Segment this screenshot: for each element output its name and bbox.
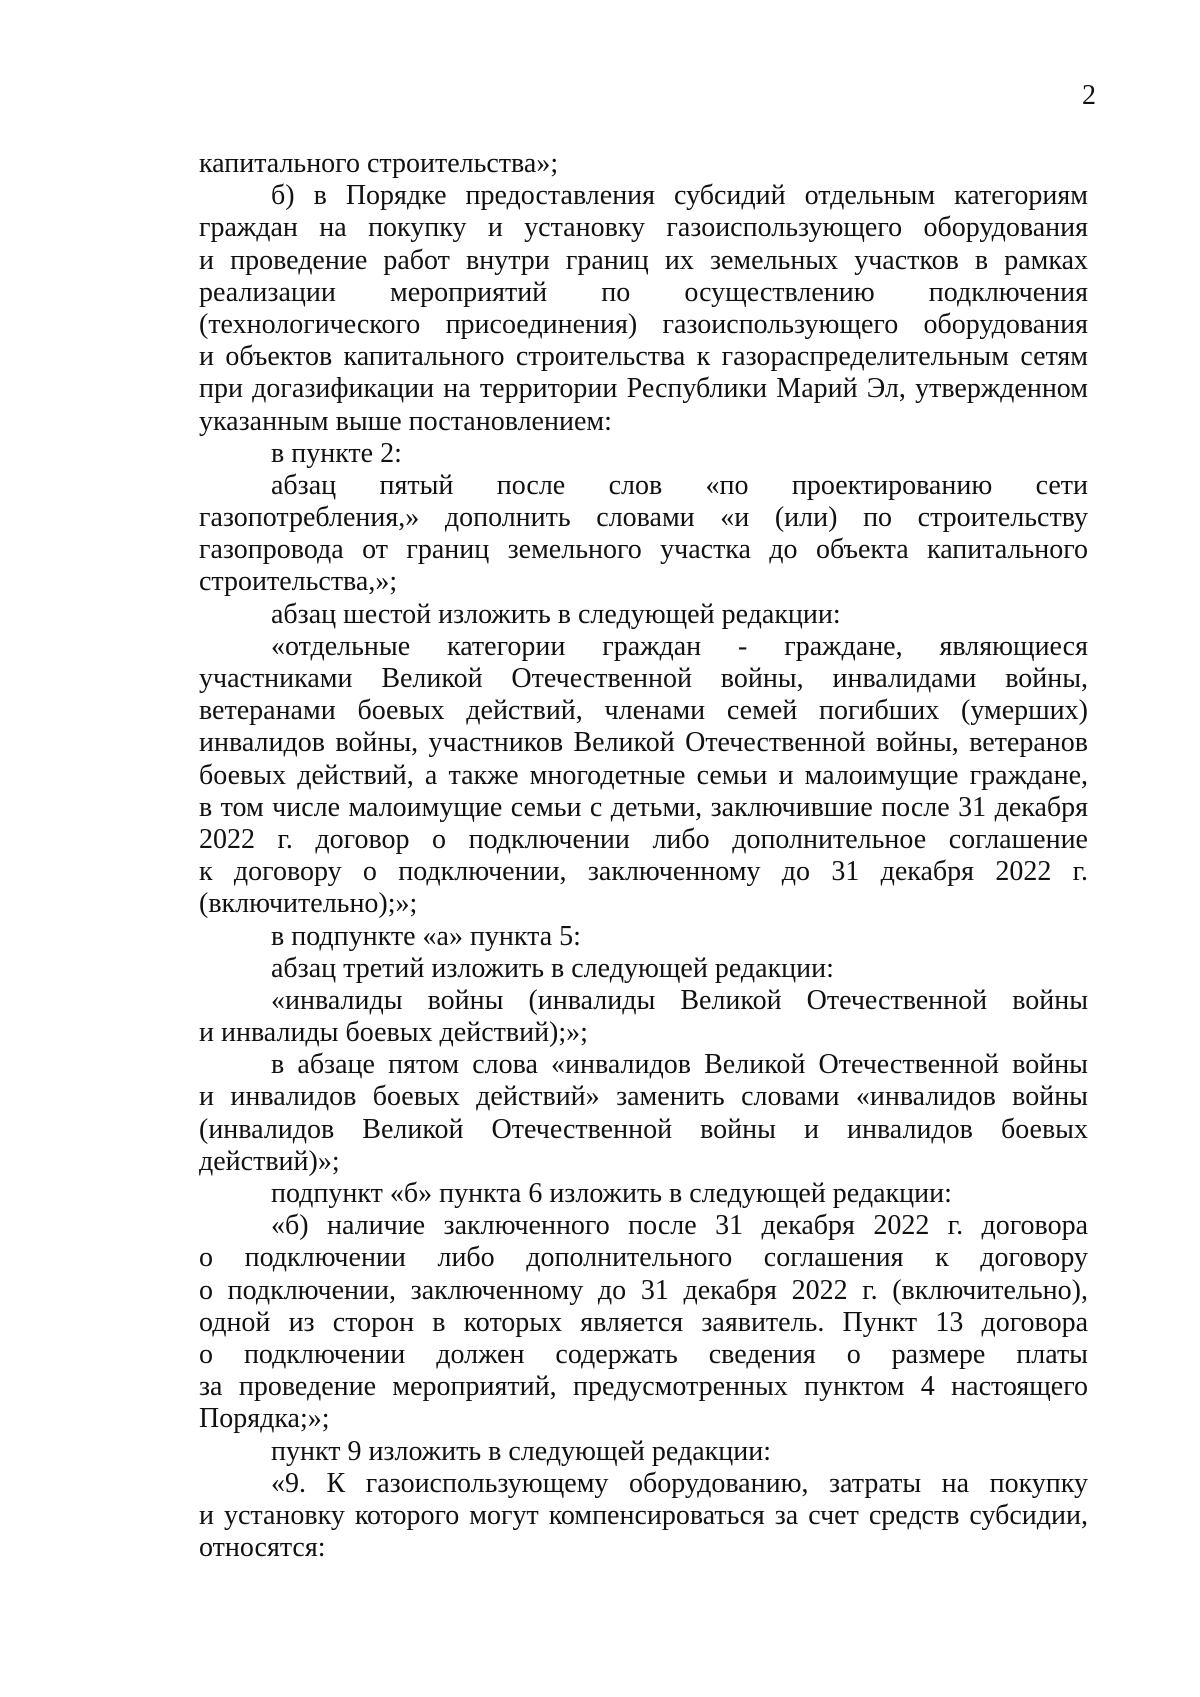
text-line: «отдельные категории граждан - граждане, являющиеся bbox=[271, 630, 1088, 662]
text-line: капитального строительства»; bbox=[199, 148, 559, 179]
text-line: при догазификации на территории Республики Марий Эл, утвержденном bbox=[199, 373, 1088, 405]
text-line: 2022 г. договор о подключении либо дополнительное соглашение bbox=[199, 823, 1088, 855]
text-line: подпункт «б» пункта 6 изложить в следующей редакции: bbox=[271, 1178, 952, 1209]
text-line: за проведение мероприятий, предусмотренных пунктом 4 настоящего bbox=[199, 1371, 1088, 1403]
text-line: одной из сторон в которых является заявитель. Пункт 13 договора bbox=[199, 1306, 1088, 1338]
text-line: и инвалидов боевых действий» заменить словами «инвалидов войны bbox=[199, 1081, 1088, 1113]
text-line: (включительно);»; bbox=[199, 888, 418, 920]
text-line: абзац шестой изложить в следующей редакции: bbox=[271, 598, 841, 630]
text-line: действий)»; bbox=[199, 1145, 340, 1177]
text-line: участниками Великой Отечественной войны, инвалидами войны, bbox=[199, 663, 1088, 694]
text-line: и проведение работ внутри границ их земельных участков в рамках bbox=[199, 244, 1088, 276]
text-line: инвалидов войны, участников Великой Отечественной войны, ветеранов bbox=[199, 727, 1088, 759]
document-body bbox=[199, 148, 1088, 1564]
text-line: и установку которого могут компенсироваться за счет средств субсидии, bbox=[199, 1499, 1088, 1531]
text-line: в том числе малоимущие семьи с детьми, заключившие после 31 декабря bbox=[199, 791, 1088, 823]
text-line: пункт 9 изложить в следующей редакции: bbox=[271, 1435, 771, 1467]
text-line: о подключении должен содержать сведения о размере платы bbox=[199, 1338, 1088, 1370]
text-line: «9. К газоиспользующему оборудованию, затраты на покупку bbox=[271, 1467, 1088, 1499]
text-line: Порядка;»; bbox=[199, 1403, 330, 1435]
text-line: и объектов капитального строительства к газораспределительным сетям bbox=[199, 341, 1088, 373]
text-line: «инвалиды войны (инвалиды Великой Отечественной войны bbox=[271, 984, 1088, 1016]
text-line: газопотребления,» дополнить словами «и (или) по строительству bbox=[199, 502, 1088, 534]
text-line: о подключении либо дополнительного соглашения к договору bbox=[199, 1242, 1088, 1274]
text-line: абзац третий изложить в следующей редакции: bbox=[271, 952, 834, 984]
text-line: абзац пятый после слов «по проектированию сети bbox=[271, 469, 1088, 501]
text-line: боевых действий, а также многодетные семьи и малоимущие граждане, bbox=[199, 759, 1088, 791]
text-line: б) в Порядке предоставления субсидий отдельным категориям bbox=[271, 180, 1088, 212]
page-number: 2 bbox=[1082, 80, 1096, 111]
text-line: указанным выше постановлением: bbox=[199, 405, 612, 437]
text-line: в подпункте «а» пункта 5: bbox=[271, 920, 581, 952]
text-line: о подключении, заключенному до 31 декабря 2022 г. (включительно), bbox=[199, 1274, 1088, 1306]
text-line: и инвалиды боевых действий);»; bbox=[199, 1017, 588, 1049]
text-line: «б) наличие заключенного после 31 декабря 2022 г. договора bbox=[271, 1210, 1088, 1242]
text-line: граждан на покупку и установку газоиспользующего оборудования bbox=[199, 212, 1088, 244]
text-line: (технологического присоединения) газоиспользующего оборудования bbox=[199, 308, 1088, 340]
text-line: газопровода от границ земельного участка до объекта капитального bbox=[199, 534, 1088, 566]
text-line: к договору о подключении, заключенному до 31 декабря 2022 г. bbox=[199, 856, 1088, 888]
text-line: строительства,»; bbox=[199, 566, 398, 598]
text-line: относятся: bbox=[199, 1532, 326, 1564]
text-line: реализации мероприятий по осуществлению подключения bbox=[199, 276, 1088, 308]
text-line: ветеранами боевых действий, членами семей погибших (умерших) bbox=[199, 695, 1088, 727]
text-line: в абзаце пятом слова «инвалидов Великой Отечественной войны bbox=[271, 1049, 1088, 1081]
text-line: в пункте 2: bbox=[271, 437, 402, 469]
text-line: (инвалидов Великой Отечественной войны и инвалидов боевых bbox=[199, 1113, 1088, 1145]
